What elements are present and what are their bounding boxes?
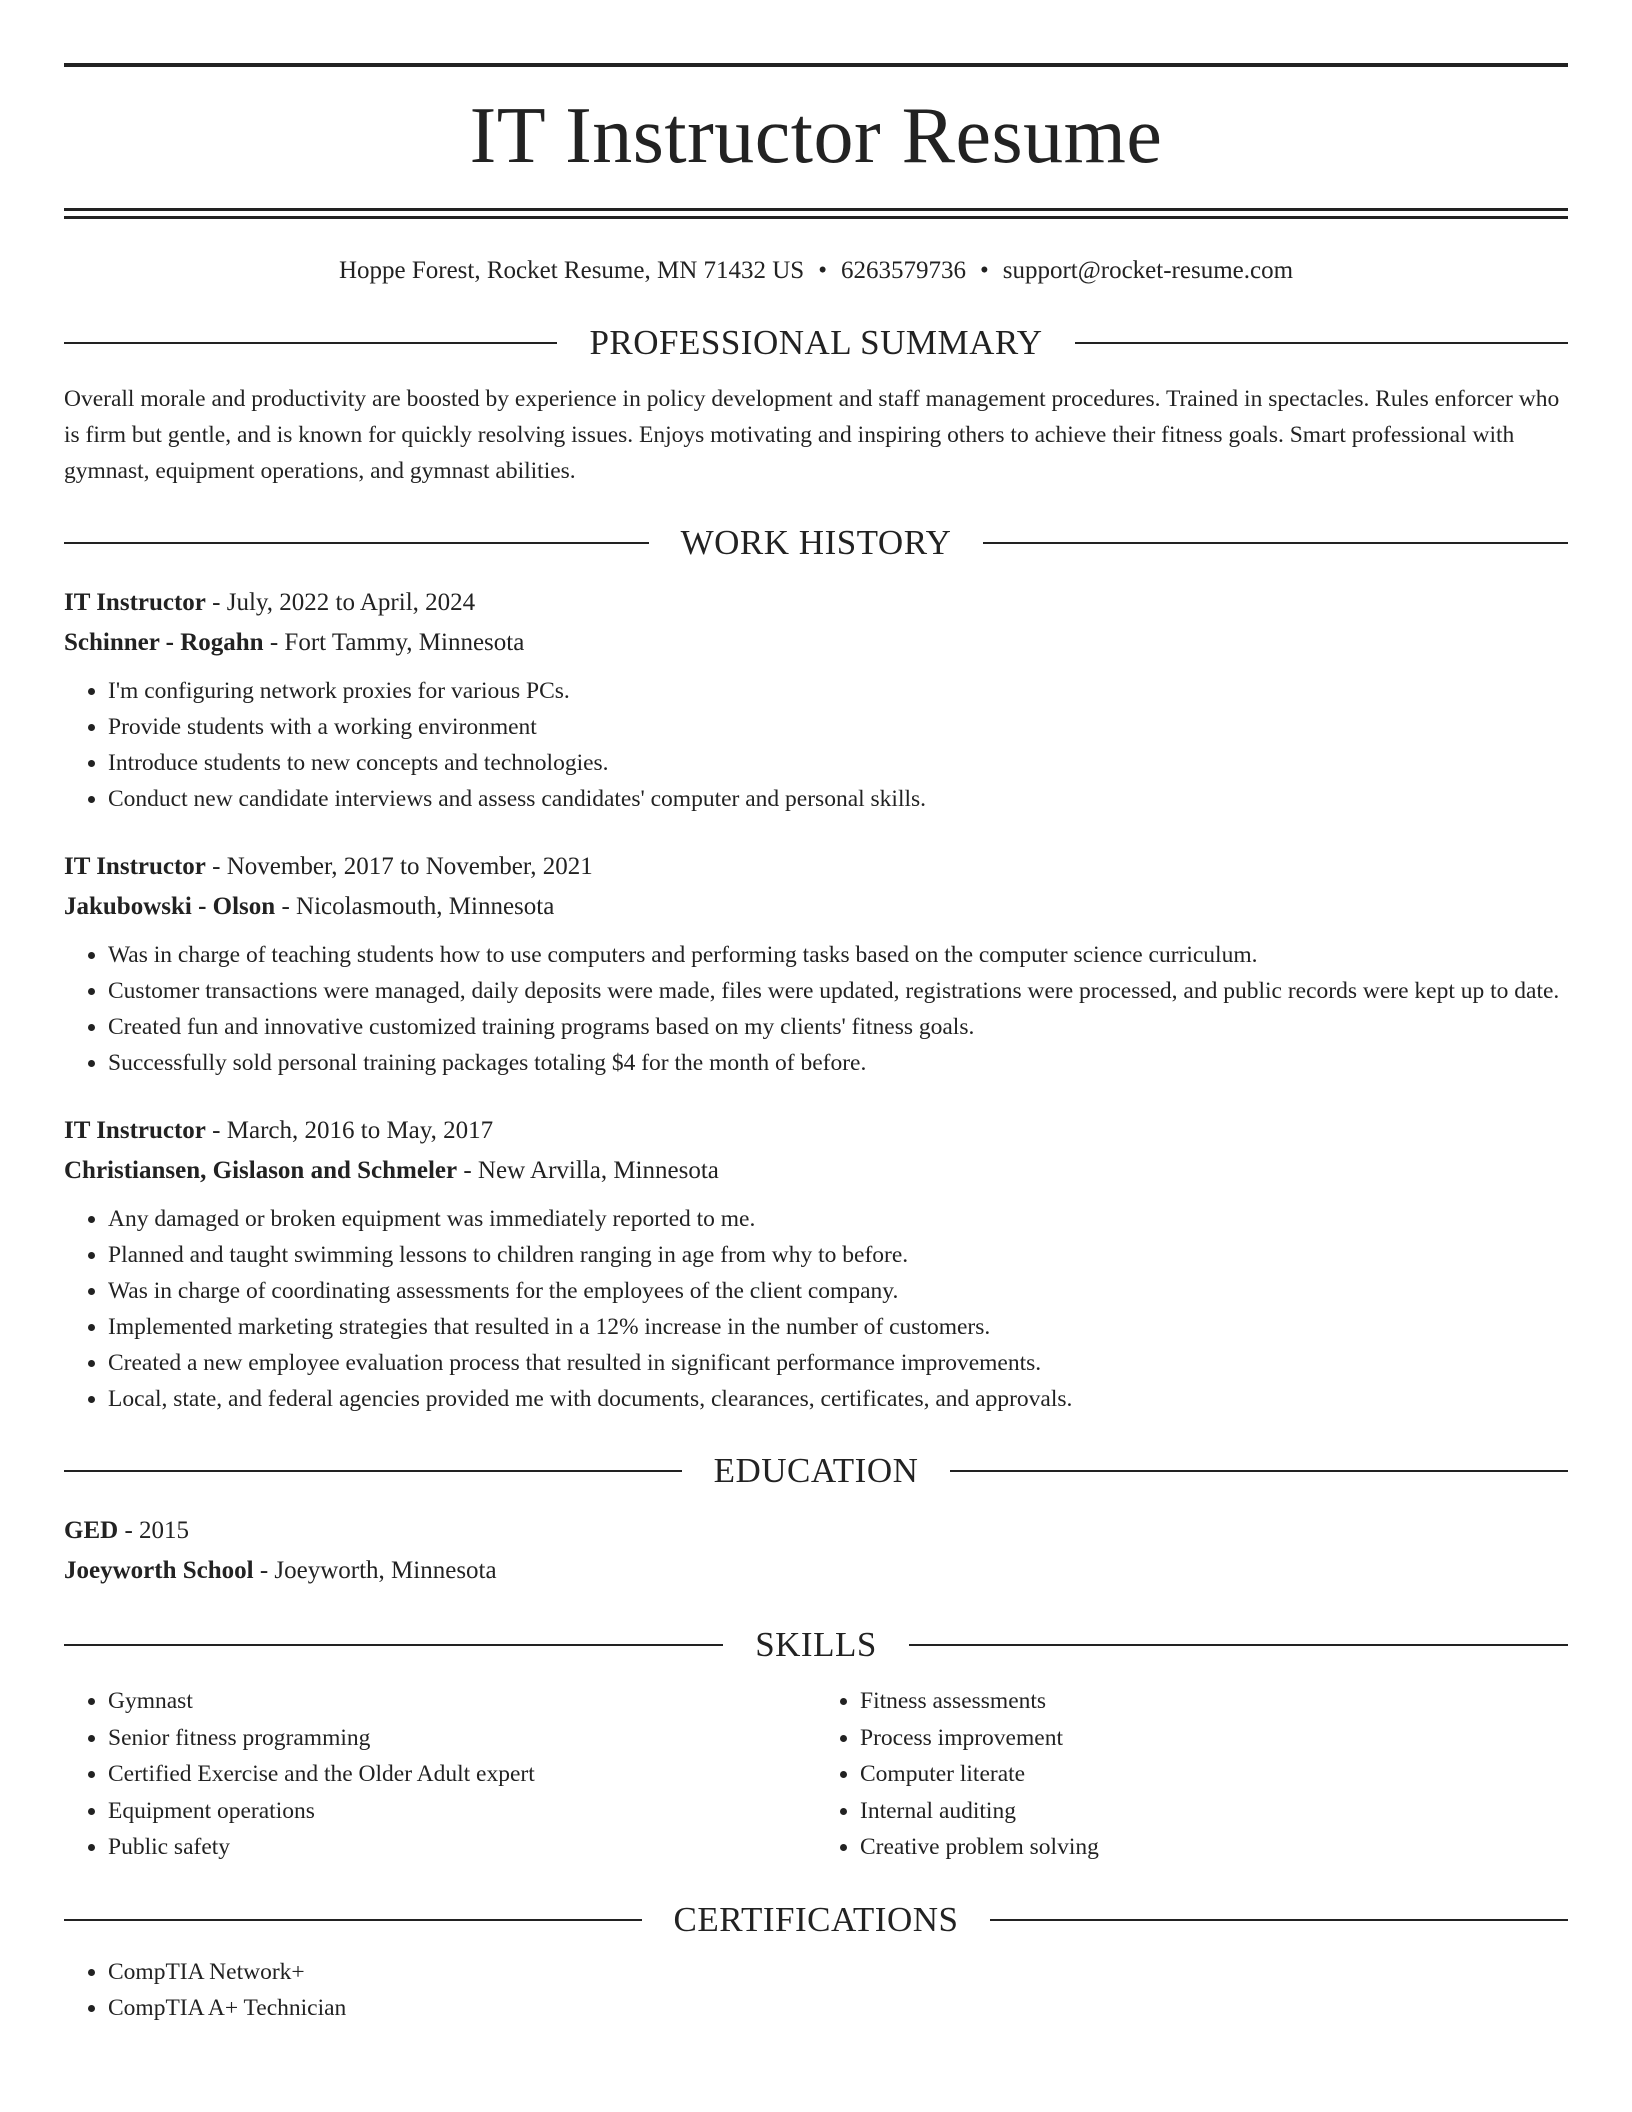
list-item: • Computer literate: [860, 1756, 1568, 1793]
list-item: • Internal auditing: [860, 1793, 1568, 1830]
list-item: • Fitness assessments: [860, 1683, 1568, 1720]
list-item: • Successfully sold personal training packages totaling $4 for the month of before.: [108, 1045, 1568, 1081]
section-title: EDUCATION: [713, 1451, 919, 1490]
education-year: - 2015: [118, 1517, 190, 1544]
list-item: • Local, state, and federal agencies provided me with documents, clearances, certificates, and approvals.: [108, 1381, 1568, 1417]
summary-text: Overall morale and productivity are boosted by experience in policy development and staff management procedures. Trained in spectacles. Rules enforcer who is firm but gentle, and is known for quickly resolving issues. Enjoys motivating and inspiring others to achieve their fitness goals. Smart professional with gymnast, equipment operations, and gymnast abilities.: [64, 386, 1560, 484]
section-title: PROFESSIONAL SUMMARY: [589, 323, 1043, 362]
list-item: • Gymnast: [108, 1683, 816, 1720]
list-item: • Certified Exercise and the Older Adult expert: [108, 1756, 816, 1793]
list-item: • Public safety: [108, 1829, 816, 1866]
list-item: • Process improvement: [860, 1720, 1568, 1757]
job-title: IT Instructor: [64, 589, 206, 616]
list-item: • Any damaged or broken equipment was immediately reported to me.: [108, 1201, 1568, 1237]
job-company-line: [64, 623, 1568, 663]
heading-rule: [64, 1919, 642, 1921]
education-degree-line: [64, 1511, 1568, 1551]
list-item: • I'm configuring network proxies for various PCs.: [108, 673, 1568, 709]
list-item: • Was in charge of teaching students how to use computers and performing tasks based on the computer science curriculum.: [108, 937, 1568, 973]
heading-rule: [909, 1644, 1568, 1646]
section-title: CERTIFICATIONS: [673, 1899, 959, 1939]
list-item: • Created a new employee evaluation process that resulted in significant performance improvements.: [108, 1345, 1568, 1381]
skills-list-right: [816, 1683, 1568, 1866]
resume-title: IT Instructor Resume: [469, 92, 1163, 180]
job-dates: - November, 2017 to November, 2021: [205, 853, 593, 880]
list-item: • Provide students with a working environment: [108, 709, 1568, 745]
job-entry: [64, 1111, 1568, 1417]
list-item: • Planned and taught swimming lessons to children ranging in age from why to before.: [108, 1237, 1568, 1273]
heading-rule: [1075, 342, 1568, 344]
heading-rule: [64, 542, 649, 544]
list-item: • Introduce students to new concepts and technologies.: [108, 745, 1568, 781]
contact-phone[interactable]: 6263579736: [840, 257, 966, 284]
job-company: Christiansen, Gislason and Schmeler: [64, 1157, 458, 1184]
job-entry: [64, 583, 1568, 817]
contact-address: Hoppe Forest, Rocket Resume, MN 71432 US: [338, 257, 805, 284]
list-item: • Conduct new candidate interviews and assess candidates' computer and personal skills.: [108, 781, 1568, 817]
job-title-line: [64, 1111, 1568, 1151]
list-item: • Created fun and innovative customized training programs based on my clients' fitness goals.: [108, 1009, 1568, 1045]
job-bullets: [64, 673, 1568, 817]
skills-grid: [64, 1683, 1568, 1866]
list-item: • CompTIA Network+: [108, 1954, 1568, 1990]
job-dates: - July, 2022 to April, 2024: [205, 589, 476, 616]
job-bullets: [64, 937, 1568, 1081]
title-double-rule: [64, 208, 1568, 219]
contact-line: [64, 253, 1568, 289]
job-location: - New Arvilla, Minnesota: [457, 1157, 719, 1184]
list-item: • Equipment operations: [108, 1793, 816, 1830]
section-heading-work-history: [64, 519, 1568, 567]
heading-rule: [990, 1919, 1568, 1921]
list-item: • Customer transactions were managed, daily deposits were made, files were updated, registrations were processed, and public records were kept up to date.: [108, 973, 1568, 1009]
job-location: - Nicolasmouth, Minnesota: [275, 893, 555, 920]
section-title: WORK HISTORY: [680, 523, 952, 562]
education-degree: GED: [64, 1517, 119, 1544]
section-heading-education: [64, 1447, 1568, 1495]
skills-list-left: [64, 1683, 816, 1866]
job-title: IT Instructor: [64, 1117, 206, 1144]
contact-email[interactable]: support@rocket-resume.com: [1002, 257, 1294, 284]
education-entry: [64, 1511, 1568, 1591]
list-item: • Senior fitness programming: [108, 1720, 816, 1757]
section-heading-certifications: [64, 1896, 1568, 1944]
job-company: Jakubowski - Olson: [64, 893, 276, 920]
heading-rule: [64, 1470, 682, 1472]
education-school: Joeyworth School: [64, 1557, 254, 1584]
list-item: • Creative problem solving: [860, 1829, 1568, 1866]
heading-rule: [950, 1470, 1568, 1472]
section-heading-skills: [64, 1621, 1568, 1669]
job-location: - Fort Tammy, Minnesota: [263, 629, 525, 656]
heading-rule: [64, 342, 557, 344]
list-item: • Was in charge of coordinating assessments for the employees of the client company.: [108, 1273, 1568, 1309]
job-title-line: [64, 847, 1568, 887]
certifications-list: [64, 1954, 1568, 2026]
separator-dot: •: [979, 257, 989, 284]
heading-rule: [983, 542, 1568, 544]
heading-rule: [64, 1644, 723, 1646]
list-item: • CompTIA A+ Technician: [108, 1990, 1568, 2026]
list-item: • Implemented marketing strategies that resulted in a 12% increase in the number of customers.: [108, 1309, 1568, 1345]
job-bullets: [64, 1201, 1568, 1417]
education-location: - Joeyworth, Minnesota: [253, 1557, 497, 1584]
job-company: Schinner - Rogahn: [64, 629, 264, 656]
job-title: IT Instructor: [64, 853, 206, 880]
section-heading-summary: [64, 319, 1568, 367]
education-school-line: [64, 1551, 1568, 1591]
job-dates: - March, 2016 to May, 2017: [205, 1117, 494, 1144]
separator-dot: •: [818, 257, 827, 284]
job-entry: [64, 847, 1568, 1081]
job-title-line: [64, 583, 1568, 623]
section-title: SKILLS: [755, 1625, 877, 1664]
job-company-line: [64, 887, 1568, 927]
job-company-line: [64, 1151, 1568, 1191]
